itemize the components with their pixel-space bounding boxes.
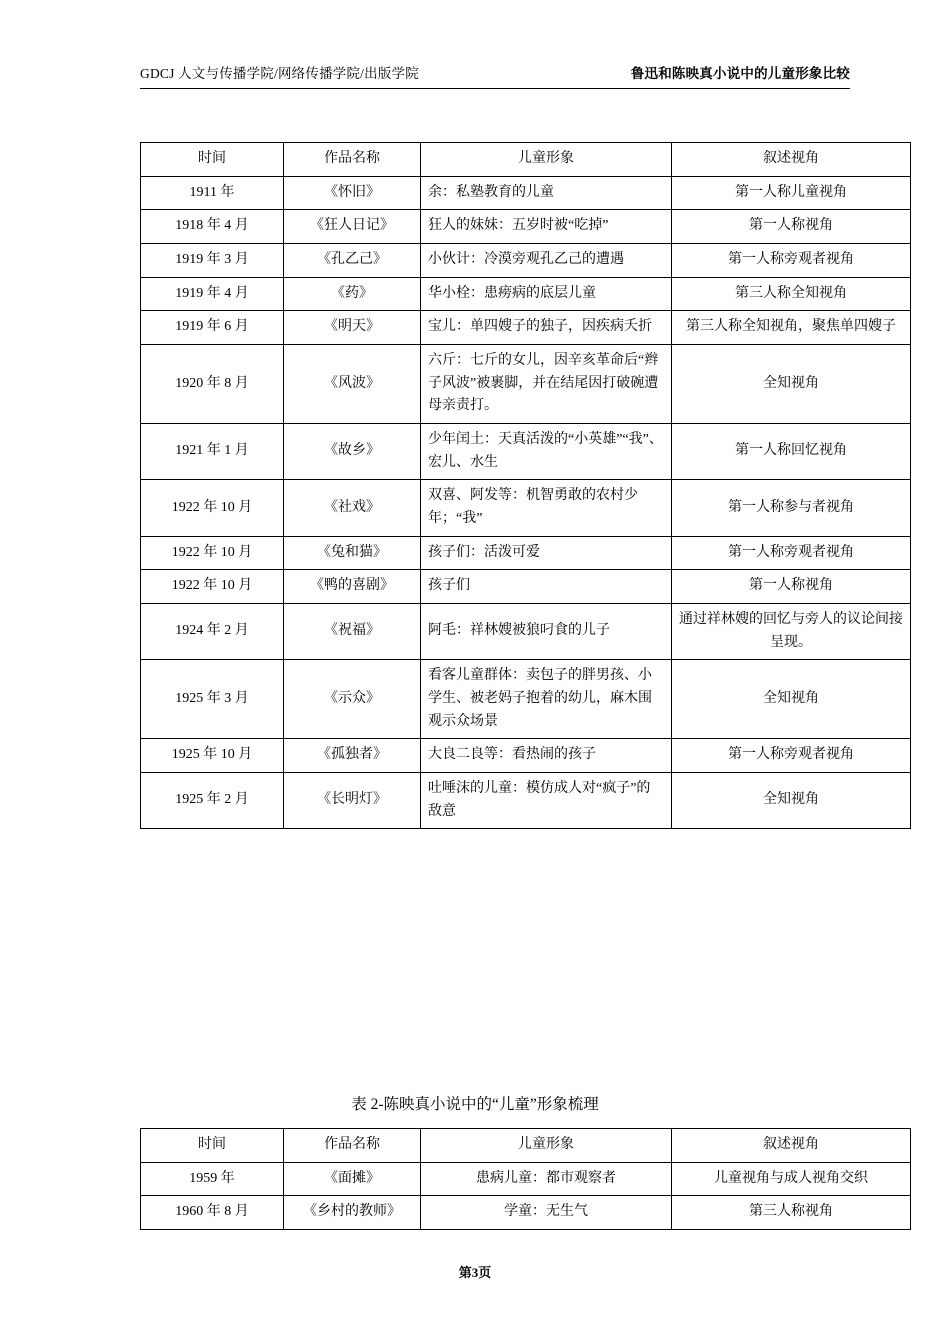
cell-work: 《药》	[284, 277, 421, 311]
cell-view: 第一人称儿童视角	[672, 176, 911, 210]
cell-view: 第一人称回忆视角	[672, 424, 911, 480]
cell-image: 余：私塾教育的儿童	[421, 176, 672, 210]
cell-view: 第一人称旁观者视角	[672, 244, 911, 278]
cell-image: 大良二良等：看热闹的孩子	[421, 739, 672, 773]
cell-work: 《孤独者》	[284, 739, 421, 773]
column-header-image: 儿童形象	[421, 1129, 672, 1163]
table-header-row	[141, 1129, 911, 1163]
table-header-row	[141, 143, 911, 177]
table-row	[141, 480, 911, 536]
cell-time: 1924 年 2 月	[141, 604, 284, 660]
cell-time: 1925 年 3 月	[141, 660, 284, 739]
cell-time: 1919 年 4 月	[141, 277, 284, 311]
cell-time: 1925 年 10 月	[141, 739, 284, 773]
cell-image: 孩子们	[421, 570, 672, 604]
cell-work: 《明天》	[284, 311, 421, 345]
table-luxun-children	[140, 142, 911, 829]
cell-work: 《怀旧》	[284, 176, 421, 210]
column-header-image: 儿童形象	[421, 143, 672, 177]
table-row	[141, 424, 911, 480]
cell-image: 患病儿童：都市观察者	[421, 1162, 672, 1196]
cell-time: 1922 年 10 月	[141, 570, 284, 604]
cell-work: 《乡村的教师》	[284, 1196, 421, 1230]
cell-view: 第一人称参与者视角	[672, 480, 911, 536]
cell-view: 第一人称旁观者视角	[672, 739, 911, 773]
column-header-work: 作品名称	[284, 143, 421, 177]
cell-image: 孩子们：活泼可爱	[421, 536, 672, 570]
cell-time: 1959 年	[141, 1162, 284, 1196]
column-header-time: 时间	[141, 1129, 284, 1163]
cell-view: 全知视角	[672, 773, 911, 829]
header-left-text: GDCJ 人文与传播学院/网络传播学院/出版学院	[140, 66, 419, 81]
cell-work: 《兔和猫》	[284, 536, 421, 570]
page-header	[140, 62, 850, 82]
cell-time: 1919 年 3 月	[141, 244, 284, 278]
cell-time: 1921 年 1 月	[141, 424, 284, 480]
cell-work: 《社戏》	[284, 480, 421, 536]
cell-image: 双喜、阿发等：机智勇敢的农村少年；“我”	[421, 480, 672, 536]
cell-time: 1960 年 8 月	[141, 1196, 284, 1230]
cell-time: 1925 年 2 月	[141, 773, 284, 829]
column-header-work: 作品名称	[284, 1129, 421, 1163]
cell-time: 1920 年 8 月	[141, 345, 284, 424]
table-row	[141, 739, 911, 773]
column-header-view: 叙述视角	[672, 143, 911, 177]
table-row	[141, 244, 911, 278]
cell-time: 1922 年 10 月	[141, 536, 284, 570]
cell-view: 第一人称视角	[672, 570, 911, 604]
table-2-caption: 表 2-陈映真小说中的“儿童”形象梳理	[351, 1096, 599, 1113]
table-row	[141, 311, 911, 345]
page-footer: 第3页	[458, 1265, 492, 1280]
header-divider	[140, 88, 850, 89]
table-row	[141, 210, 911, 244]
cell-view: 第三人称全知视角	[672, 277, 911, 311]
column-header-view: 叙述视角	[672, 1129, 911, 1163]
cell-work: 《风波》	[284, 345, 421, 424]
cell-image: 看客儿童群体：卖包子的胖男孩、小学生、被老妈子抱着的幼儿，麻木围观示众场景	[421, 660, 672, 739]
cell-view: 第一人称旁观者视角	[672, 536, 911, 570]
column-header-time: 时间	[141, 143, 284, 177]
cell-work: 《故乡》	[284, 424, 421, 480]
table-row	[141, 536, 911, 570]
cell-view: 通过祥林嫂的回忆与旁人的议论间接呈现。	[672, 604, 911, 660]
cell-image: 学童：无生气	[421, 1196, 672, 1230]
table-row	[141, 345, 911, 424]
table-chenyingzhen-children	[140, 1128, 911, 1230]
table-row	[141, 604, 911, 660]
cell-work: 《狂人日记》	[284, 210, 421, 244]
cell-image: 阿毛：祥林嫂被狼叼食的儿子	[421, 604, 672, 660]
cell-image: 吐唾沫的儿童：模仿成人对“疯子”的敌意	[421, 773, 672, 829]
table-row	[141, 1162, 911, 1196]
cell-image: 小伙计：冷漠旁观孔乙己的遭遇	[421, 244, 672, 278]
cell-work: 《鸭的喜剧》	[284, 570, 421, 604]
cell-work: 《祝福》	[284, 604, 421, 660]
cell-time: 1918 年 4 月	[141, 210, 284, 244]
cell-work: 《长明灯》	[284, 773, 421, 829]
cell-view: 全知视角	[672, 345, 911, 424]
cell-view: 全知视角	[672, 660, 911, 739]
table-row	[141, 773, 911, 829]
cell-image: 狂人的妹妹：五岁时被“吃掉”	[421, 210, 672, 244]
cell-time: 1911 年	[141, 176, 284, 210]
table-2-container	[140, 1128, 868, 1230]
cell-view: 儿童视角与成人视角交织	[672, 1162, 911, 1196]
cell-work: 《示众》	[284, 660, 421, 739]
table-row	[141, 1196, 911, 1230]
cell-view: 第三人称视角	[672, 1196, 911, 1230]
cell-view: 第三人称全知视角，聚焦单四嫂子	[672, 311, 911, 345]
cell-image: 宝儿：单四嫂子的独子，因疾病夭折	[421, 311, 672, 345]
cell-image: 六斤：七斤的女儿，因辛亥革命后“辫子风波”被裹脚，并在结尾因打破碗遭母亲责打。	[421, 345, 672, 424]
cell-image: 少年闰土：天真活泼的“小英雄”“我”、宏儿、水生	[421, 424, 672, 480]
cell-work: 《面摊》	[284, 1162, 421, 1196]
table-row	[141, 660, 911, 739]
cell-view: 第一人称视角	[672, 210, 911, 244]
cell-time: 1922 年 10 月	[141, 480, 284, 536]
cell-image: 华小栓：患痨病的底层儿童	[421, 277, 672, 311]
table-row	[141, 570, 911, 604]
cell-time: 1919 年 6 月	[141, 311, 284, 345]
table-row	[141, 176, 911, 210]
table-row	[141, 277, 911, 311]
cell-work: 《孔乙己》	[284, 244, 421, 278]
table-1-container	[140, 142, 903, 829]
header-right-text: 鲁迅和陈映真小说中的儿童形象比较	[630, 66, 850, 81]
